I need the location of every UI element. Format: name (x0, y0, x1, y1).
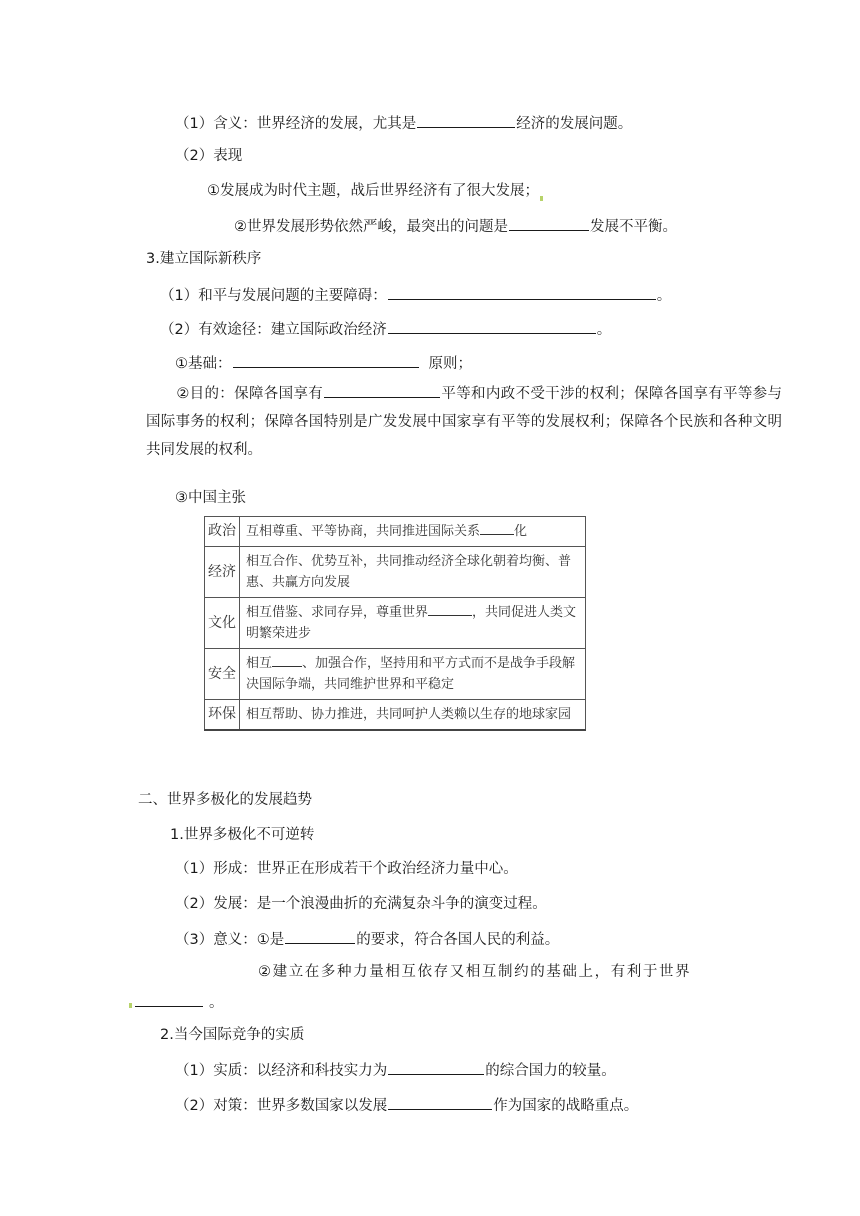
row-content-text: 、加强合作，坚持用和平方式而不是战争手段解决国际争端，共同维护世界和平稳定 (246, 656, 576, 692)
basis-suffix: 原则； (428, 356, 472, 372)
obstacle-suffix: 。 (656, 288, 672, 304)
multipolar-heading: 1.世界多极化不可逆转 (170, 827, 315, 843)
row-content-text: 相互帮助、协力推进，共同呵护人类赖以生存的地球家园 (246, 707, 572, 722)
row-content (240, 700, 586, 731)
significance-suffix: 的要求，符合各国人民的利益。 (356, 932, 560, 948)
fill-blank[interactable] (388, 1059, 484, 1075)
purpose-prefix: ②目的：保障各国享有 (176, 386, 324, 402)
significance-2-text: ②建立在多种力量相互依存又相互制约的基础上，有利于世界 (258, 964, 692, 980)
meaning-prefix: （1）含义：世界经济的发展，尤其是 (175, 116, 417, 132)
row-content-text: 相互借鉴、求同存异，尊重世界 (246, 605, 429, 620)
path-line (160, 318, 611, 340)
table-row (205, 517, 586, 547)
development-line: （2）发展：是一个浪漫曲折的充满复杂斗争的演变过程。 (175, 896, 547, 912)
performance-point-2 (234, 215, 677, 237)
stray-mark (540, 196, 543, 201)
fill-blank[interactable] (285, 928, 355, 944)
section-3-heading: 3.建立国际新秩序 (146, 251, 262, 267)
fill-blank[interactable] (428, 602, 472, 616)
row-label: 经济 (205, 547, 240, 598)
row-label: 文化 (205, 598, 240, 649)
formation-line: （1）形成：世界正在形成若干个政治经济力量中心。 (175, 861, 518, 877)
significance-2-line (258, 962, 691, 982)
china-position-heading: ③中国主张 (175, 490, 246, 506)
significance-2-continuation (134, 991, 224, 1013)
part-2-heading: 二、世界多极化的发展趋势 (138, 792, 312, 808)
china-position-table (204, 516, 586, 731)
fill-blank[interactable] (388, 1094, 492, 1110)
point-1-text: ①发展成为时代主题，战后世界经济有了很大发展 (207, 183, 525, 199)
basis-prefix: ①基础： (175, 356, 232, 372)
row-content-text: 化 (514, 524, 528, 539)
strategy-prefix: （2）对策：世界多数国家以发展 (175, 1098, 388, 1114)
basis-line (175, 352, 472, 374)
fill-blank[interactable] (417, 112, 515, 128)
row-content-text: ，共同促进人类文明繁荣进步 (246, 605, 577, 641)
row-content (240, 517, 586, 547)
significance-prefix: （3）意义：①是 (175, 932, 285, 948)
performance-point-1 (207, 181, 539, 201)
essence-line (175, 1059, 616, 1081)
meaning-line (175, 112, 632, 134)
obstacle-line (160, 284, 671, 306)
fill-blank[interactable] (388, 284, 656, 300)
point-2-prefix: ②世界发展形势依然严峻，最突出的问题是 (234, 219, 508, 235)
row-content (240, 649, 586, 700)
strategy-line (175, 1094, 638, 1116)
table-row (205, 598, 586, 649)
path-suffix: 。 (596, 322, 612, 338)
essence-suffix: 的综合国力的较量。 (485, 1063, 616, 1079)
meaning-suffix: 经济的发展问题。 (516, 116, 633, 132)
fill-blank[interactable] (135, 991, 203, 1007)
strategy-suffix: 作为国家的战略重点。 (493, 1098, 639, 1114)
table-row (205, 700, 586, 731)
row-content-text: 相互 (246, 656, 273, 671)
fill-blank[interactable] (480, 521, 514, 535)
competition-heading: 2.当今国际竞争的实质 (160, 1027, 305, 1043)
significance-2-end: 。 (209, 995, 224, 1011)
point-1-end: ； (524, 183, 539, 199)
purpose-suffix: 平等和内政不受干涉的权利；保障各国享有平等参与国际事务的权利；保障各国特别是广发发展中国家享有平等的发展权利；保障各个民族和各种文明共同发展的权利。 (146, 386, 783, 458)
fill-blank[interactable] (388, 318, 596, 334)
row-content-text: 相互合作、优势互补，共同推动经济全球化朝着均衡、普惠、共赢方向发展 (246, 554, 572, 590)
fill-blank[interactable] (233, 352, 419, 368)
row-label: 政治 (205, 517, 240, 547)
purpose-paragraph (146, 380, 782, 464)
table-row (205, 547, 586, 598)
point-2-suffix: 发展不平衡。 (590, 219, 677, 235)
significance-line (175, 928, 559, 950)
stray-mark (129, 1003, 132, 1008)
performance-heading: （2）表现 (175, 148, 243, 164)
fill-blank[interactable] (509, 215, 589, 231)
fill-blank[interactable] (324, 382, 440, 398)
row-content-text: 互相尊重、平等协商，共同推进国际关系 (246, 524, 481, 539)
row-content (240, 547, 586, 598)
path-prefix: （2）有效途径：建立国际政治经济 (160, 322, 387, 338)
row-content (240, 598, 586, 649)
row-label: 环保 (205, 700, 240, 731)
essence-prefix: （1）实质：以经济和科技实力为 (175, 1063, 388, 1079)
fill-blank[interactable] (272, 653, 302, 667)
obstacle-prefix: （1）和平与发展问题的主要障碍： (160, 288, 387, 304)
table-row (205, 649, 586, 700)
row-label: 安全 (205, 649, 240, 700)
